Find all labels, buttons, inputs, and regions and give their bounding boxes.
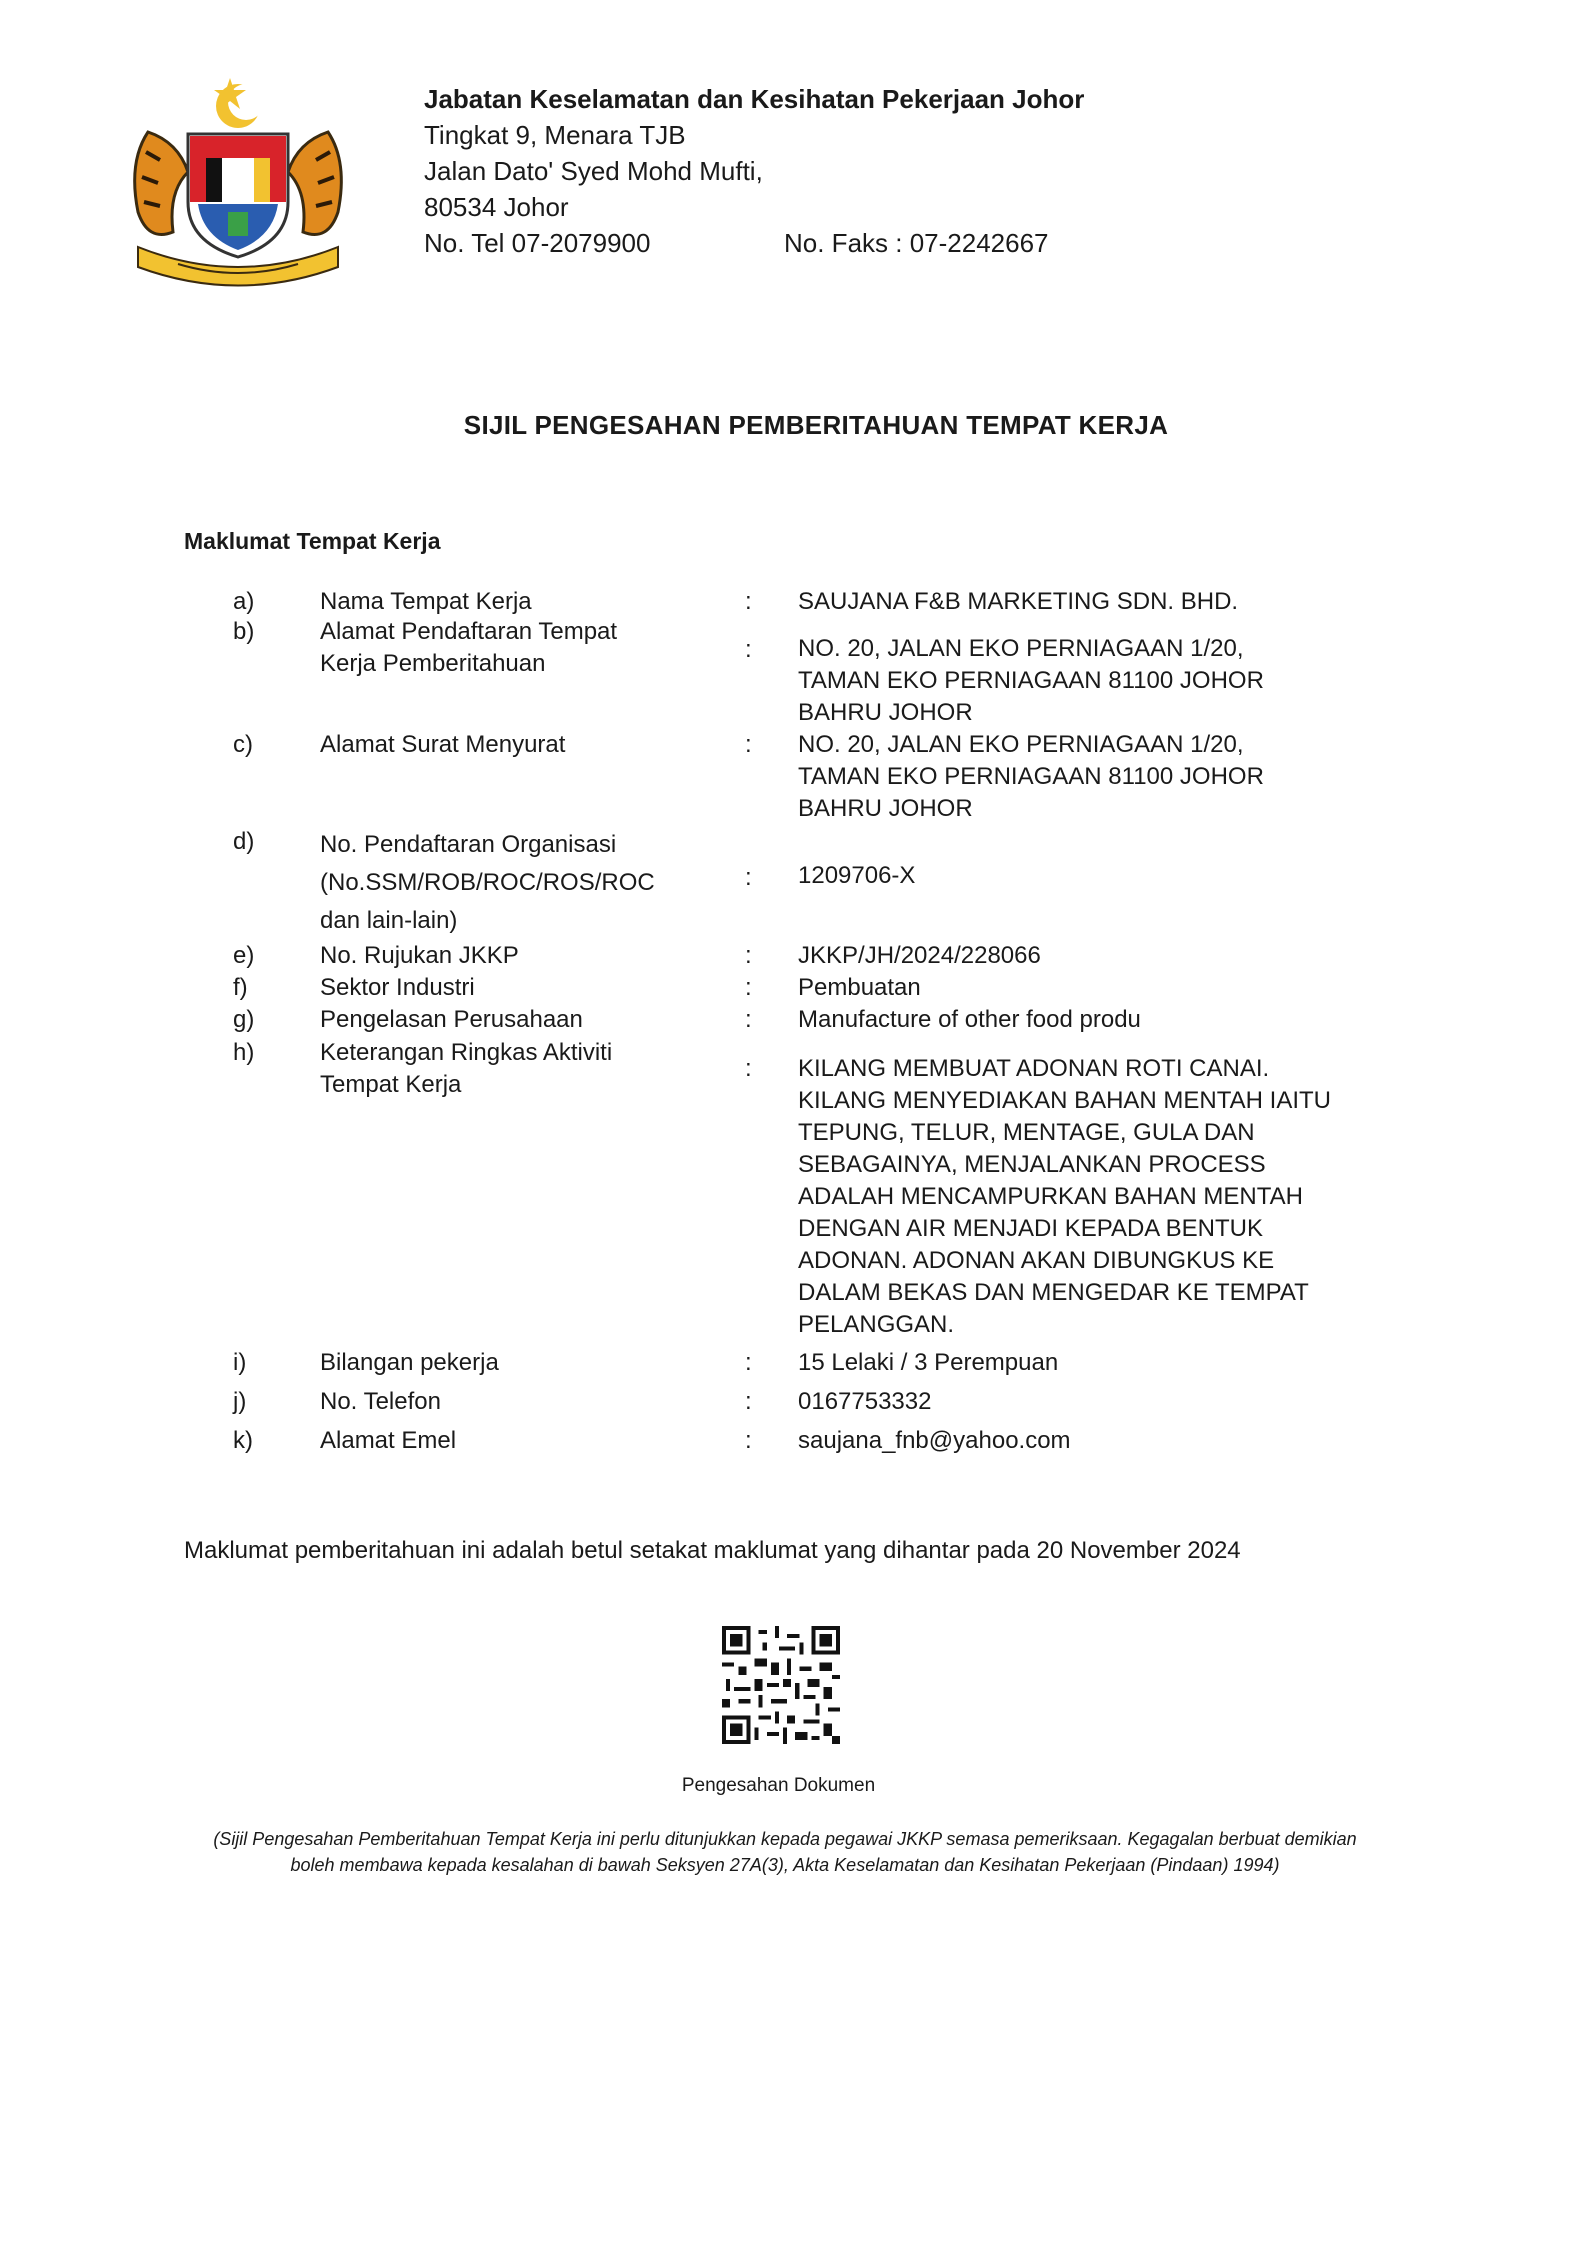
field-letter: i) xyxy=(233,1349,247,1376)
letterhead xyxy=(118,72,1418,292)
fax-number: No. Faks : 07-2242667 xyxy=(784,228,1049,258)
field-value: JKKP/JH/2024/228066 xyxy=(798,942,1041,969)
field-label: Alamat Pendaftaran Tempat Kerja Pemberitahuan xyxy=(320,618,618,677)
field-value: 15 Lelaki / 3 Perempuan xyxy=(798,1349,1059,1376)
field-colon: : xyxy=(745,974,752,1001)
field-colon: : xyxy=(745,1427,752,1454)
field-letter: a) xyxy=(233,588,255,615)
contact-line xyxy=(424,225,1084,261)
declaration-text: Maklumat pemberitahuan ini adalah betul setakat maklumat yang dihantar pada 20 November 2024 xyxy=(184,1537,1241,1564)
field-label: Nama Tempat Kerja xyxy=(320,588,532,615)
field-letter: j) xyxy=(233,1388,247,1415)
field-value: saujana_fnb@yahoo.com xyxy=(798,1427,1071,1454)
field-label: Bilangan pekerja xyxy=(320,1349,499,1376)
field-colon: : xyxy=(745,864,752,891)
section-heading: Maklumat Tempat Kerja xyxy=(184,528,441,554)
field-colon: : xyxy=(745,588,752,615)
letterhead-text xyxy=(424,81,1084,261)
field-colon: : xyxy=(745,1006,752,1033)
field-value: Pembuatan xyxy=(798,974,921,1001)
field-colon: : xyxy=(745,942,752,969)
field-label: Alamat Surat Menyurat xyxy=(320,731,566,758)
telephone-number: No. Tel 07-2079900 xyxy=(424,228,651,258)
address-line-2: Jalan Dato' Syed Mohd Mufti, xyxy=(424,156,763,186)
field-value: NO. 20, JALAN EKO PERNIAGAAN 1/20, TAMAN EKO PERNIAGAAN 81100 JOHOR BAHRU JOHOR xyxy=(798,731,1264,822)
footnote: (Sijil Pengesahan Pemberitahuan Tempat Kerja ini perlu ditunjukkan kepada pegawai JKKP semasa pemeriksaan. Kegagalan berbuat demikian boleh membawa kepada kesalahan di bawah Seksyen 27A(3), Akta Keselamatan dan Kesihatan Pekerjaan (Pindaan) 1994) xyxy=(213,1829,1357,1875)
field-letter: k) xyxy=(233,1427,253,1454)
field-label: Alamat Emel xyxy=(320,1427,457,1454)
field-label: Pengelasan Perusahaan xyxy=(320,1006,583,1033)
field-label: No. Telefon xyxy=(320,1388,441,1415)
malaysia-coat-of-arms-icon xyxy=(118,72,358,292)
field-value: NO. 20, JALAN EKO PERNIAGAAN 1/20, TAMAN EKO PERNIAGAAN 81100 JOHOR BAHRU JOHOR xyxy=(798,635,1264,726)
document-title: SIJIL PENGESAHAN PEMBERITAHUAN TEMPAT KERJA xyxy=(463,410,1169,440)
field-letter: f) xyxy=(233,974,248,1001)
address-line-3: 80534 Johor xyxy=(424,192,569,222)
field-value: SAUJANA F&B MARKETING SDN. BHD. xyxy=(798,588,1239,615)
field-value: KILANG MEMBUAT ADONAN ROTI CANAI. KILANG MENYEDIAKAN BAHAN MENTAH IAITU TEPUNG, TELUR, MENTAGE, GULA DAN SEBAGAINYA, MENJALANKAN PROCESS ADALAH MENCAMPURKAN BAHAN MENTAH DENGAN AIR MENJADI KEPADA BENTUK ADONAN. ADONAN AKAN DIBUNGKUS KE DALAM BEKAS DAN MENGEDAR KE TEMPAT PELANGGAN. xyxy=(798,1055,1331,1338)
field-label: Keterangan Ringkas Aktiviti Tempat Kerja xyxy=(320,1039,613,1098)
field-label: No. Rujukan JKKP xyxy=(320,942,519,969)
field-letter: h) xyxy=(233,1039,255,1066)
field-colon: : xyxy=(745,1055,752,1082)
field-colon: : xyxy=(745,636,752,663)
field-value: Manufacture of other food produ xyxy=(798,1006,1141,1033)
qr-code-icon xyxy=(722,1626,840,1744)
field-letter: e) xyxy=(233,942,255,969)
field-label: Sektor Industri xyxy=(320,974,475,1001)
field-letter: d) xyxy=(233,828,255,855)
field-letter: g) xyxy=(233,1006,255,1033)
field-colon: : xyxy=(745,1388,752,1415)
field-colon: : xyxy=(745,1349,752,1376)
qr-caption: Pengesahan Dokumen xyxy=(681,1775,876,1796)
address-line-1: Tingkat 9, Menara TJB xyxy=(424,120,686,150)
field-value: 1209706-X xyxy=(798,862,916,889)
field-label: No. Pendaftaran Organisasi (No.SSM/ROB/ROC/ROS/ROC dan lain-lain) xyxy=(320,831,655,934)
field-letter: c) xyxy=(233,731,253,758)
field-letter: b) xyxy=(233,618,255,645)
organization-name: Jabatan Keselamatan dan Kesihatan Pekerjaan Johor xyxy=(424,84,1085,114)
field-colon: : xyxy=(745,731,752,758)
field-value: 0167753332 xyxy=(798,1388,932,1415)
